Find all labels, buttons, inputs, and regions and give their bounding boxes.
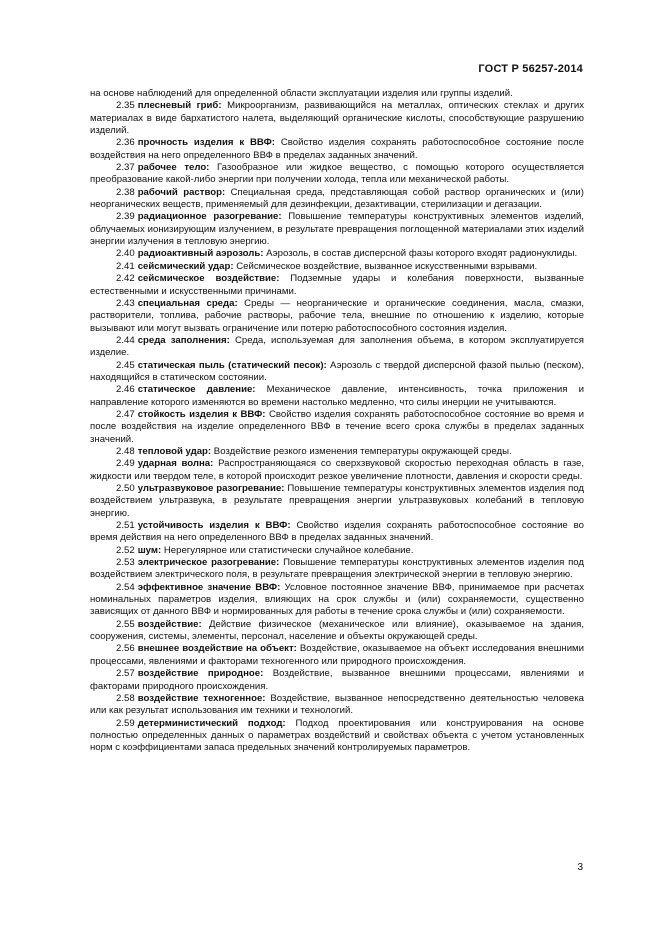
definition-entry: [90, 668, 584, 693]
definition-entry: [90, 100, 584, 137]
entry-term: воздействие техногенное:: [137, 692, 266, 704]
entry-term: внешнее воздействие на объект:: [137, 643, 297, 655]
entry-number: 2.52: [116, 544, 135, 556]
definition-entry: [90, 643, 584, 668]
entry-definition: Воздействие резкого изменения температуры окружающей среды.: [213, 445, 512, 457]
entry-term: специальная среда:: [137, 297, 238, 309]
entry-number: 2.40: [116, 248, 135, 260]
definition-entry: [90, 187, 584, 212]
intro-paragraph: на основе наблюдений для определенной области эксплуатации изделия или группы изделий.: [90, 88, 513, 99]
definition-entry: [90, 384, 584, 409]
entry-term: стойкость изделия к ВВФ:: [137, 408, 266, 420]
definition-entry: [90, 137, 584, 162]
entry-term: шум:: [137, 544, 162, 556]
entry-number: 2.38: [116, 186, 135, 198]
entry-number: 2.58: [116, 692, 135, 704]
entry-number: 2.35: [116, 100, 135, 112]
entry-definition: Воздействие, оказываемое на объект исследования внешними процессами, явлениями и факторами техногенного или природного происхождения.: [90, 643, 585, 667]
entry-definition: Газообразное или жидкое вещество, с помощью которого осуществляется преобразование какой-либо энергии при получении холода, тепла или механической работы.: [90, 162, 584, 186]
entry-definition: Действие физическое (механическое или влияние), оказываемое на здания, сооружения, системы, элементы, персонал, население и объекты окружающей среды.: [90, 618, 584, 643]
definition-entry: [90, 409, 584, 446]
entry-term: прочность изделия к ВВФ:: [137, 137, 275, 149]
entry-term: рабочий раствор:: [137, 186, 226, 198]
entry-term: сейсмическое воздействие:: [137, 273, 280, 285]
definition-entry: [90, 557, 584, 582]
definition-entry: [90, 360, 584, 385]
definition-entry: [90, 446, 584, 458]
entry-term: статическое давление:: [137, 384, 256, 396]
entry-term: радиационное разогревание:: [137, 211, 282, 223]
entry-definition: Аэрозоль, в состав дисперсной фазы которого входят радионуклиды.: [266, 248, 578, 260]
definition-entry: [90, 335, 584, 360]
entry-number: 2.54: [116, 581, 135, 593]
entry-term: среда заполнения:: [137, 334, 230, 346]
entry-definition: Подземные удары и колебания поверхности, вызванные естественными и искусственными причинами.: [90, 273, 584, 297]
definition-entry: [90, 520, 584, 545]
entry-term: ультразвуковое разогревание:: [137, 483, 285, 494]
entry-definition: Нерегулярное или статистически случайное колебание.: [163, 544, 414, 556]
entry-number: 2.53: [116, 557, 135, 569]
entry-definition: Распространяющаяся со сверхзвуковой скоростью переходная область в газе, жидкости или твердом теле, в которой происходит резкое увеличение плотности, давления и скорости среды.: [90, 458, 585, 482]
entry-definition: Воздействие, вызванное внешними процессами, явлениями и факторами природного происхождения.: [90, 668, 584, 692]
entry-number: 2.50: [116, 483, 135, 494]
entry-number: 2.47: [116, 408, 135, 420]
entry-definition: Механическое давление, интенсивность, точка приложения и направление которого изменяются во времени настолько медленно, что силы инерции не учитываются.: [90, 384, 584, 408]
definition-entry: [90, 298, 584, 335]
entry-definition: Аэрозоль с твердой дисперсной фазой пылью (песком), находящийся в статическом состоянии.: [90, 359, 584, 383]
entry-term: воздействие:: [137, 618, 202, 630]
entry-definition: Повышение температуры конструктивных элементов изделия под воздействием электрического поля, в результате превращения электрической энергии в тепловую энергию.: [90, 557, 585, 581]
entry-number: 2.42: [116, 273, 135, 285]
entry-number: 2.46: [116, 384, 135, 396]
definition-entry: [90, 261, 584, 273]
entry-definition: Свойство изделия сохранять работоспособное состояние во время действия на него определенного ВВФ в пределах заданных значений.: [90, 520, 584, 544]
document-code: ГОСТ Р 56257-2014: [478, 63, 583, 75]
entry-definition: Свойство изделия сохранять работоспособное состояние во время и после воздействия на изделие определенного ВВФ в течение всего срока службы в пределах заданных значений.: [90, 408, 584, 445]
entry-definition: Среда, используемая для заполнения объема, в котором эксплуатируется изделие.: [90, 334, 584, 359]
entry-definition: Специальная среда, представляющая собой раствор органических и (или) неорганических веществ, применяемый для дезинфекции, дезактивации, стерилизации и дегазации.: [90, 186, 584, 211]
definition-entry: [90, 693, 584, 718]
entry-term: плесневый гриб:: [137, 100, 222, 112]
entry-definition: Повышение температуры конструктивных элементов изделия под воздействием ультразвука, в результате превращения энергии ультразвуковых колебаний в тепловую энергию.: [90, 483, 584, 519]
definition-entry: [90, 718, 584, 755]
definition-entry: [90, 211, 584, 248]
entry-term: устойчивость изделия к ВВФ:: [137, 520, 291, 532]
page-number: 3: [577, 862, 583, 873]
entry-number: 2.45: [116, 359, 135, 371]
entry-definition: Воздействие, вызванное непосредственно деятельностью человека или как результат использования им техники и технологий.: [90, 692, 584, 717]
entry-term: сейсмический удар:: [137, 260, 234, 272]
entry-definition: Среды — неорганические и органические соединения, масла, смазки, растворители, топлива, рабочие растворы, рабочие тела, внешние по отношению к изделию, которые вызывают или могут вызвать ограничение или потерю работоспособного состояния изделия.: [90, 297, 585, 334]
entry-number: 2.39: [116, 211, 135, 223]
entry-term: электрическое разогревание:: [137, 557, 280, 569]
entry-term: рабочее тело:: [137, 162, 210, 174]
entry-definition: Подход проектирования или конструирования на основе полностью определенных данных о параметрах воздействий и свойствах объекта с учетом установленных норм с коэффициентами запаса предельных значений контролируемых параметров.: [90, 717, 584, 754]
entry-definition: Свойство изделия сохранять работоспособное состояние после воздействия на него определенного ВВФ в пределах заданных значений.: [90, 137, 585, 161]
entry-number: 2.37: [116, 162, 135, 174]
entry-term: радиоактивный аэрозоль:: [137, 248, 264, 260]
entry-number: 2.59: [116, 717, 135, 729]
entry-number: 2.36: [116, 137, 135, 149]
definitions-list: [90, 100, 584, 754]
entry-definition: Условное постоянное значение ВВФ, принимаемое при расчетах номинальных параметров изделия, влияющих на срок службы и (или) сохраняемости, существенно зависящих от данного ВВФ и нормированных для работы в течение срока службы и (или) сохраняемости.: [90, 581, 584, 618]
entry-term: воздействие природное:: [137, 668, 264, 680]
entry-number: 2.56: [116, 643, 135, 655]
entry-number: 2.48: [116, 445, 135, 457]
entry-definition: Микроорганизм, развивающийся на металлах, оптических стеклах и других материалах в виде бархатистого налета, выделяющий органические кислоты, способствующие разрушению изделий.: [90, 100, 584, 137]
definition-entry: [90, 273, 584, 298]
definition-entry: [90, 619, 584, 644]
entry-term: детерминистический подход:: [137, 717, 286, 729]
entry-term: тепловой удар:: [137, 445, 212, 457]
entry-number: 2.43: [116, 297, 135, 309]
definition-entry: [90, 545, 584, 557]
entry-term: статическая пыль (статический песок):: [137, 359, 327, 371]
definition-entry: [90, 248, 584, 260]
entry-number: 2.49: [116, 458, 135, 470]
definition-entry: [90, 483, 584, 520]
document-body: [90, 88, 584, 755]
entry-term: ударная волна:: [137, 458, 214, 470]
definition-entry: [90, 162, 584, 187]
definition-entry: [90, 458, 584, 483]
entry-number: 2.55: [116, 618, 135, 630]
entry-term: эффективное значение ВВФ:: [137, 581, 281, 593]
definition-entry: [90, 582, 584, 619]
entry-definition: Сейсмическое воздействие, вызванное искусственными взрывами.: [236, 260, 538, 272]
entry-number: 2.44: [116, 334, 135, 346]
entry-number: 2.57: [116, 668, 135, 680]
entry-number: 2.41: [116, 260, 135, 272]
entry-definition: Повышение температуры конструктивных элементов изделий, облучаемых ионизирующим излучением, в результате превращения поглощенной материалами этих изделий энергии излучения в тепловую энергию.: [90, 211, 584, 248]
entry-number: 2.51: [116, 520, 135, 532]
